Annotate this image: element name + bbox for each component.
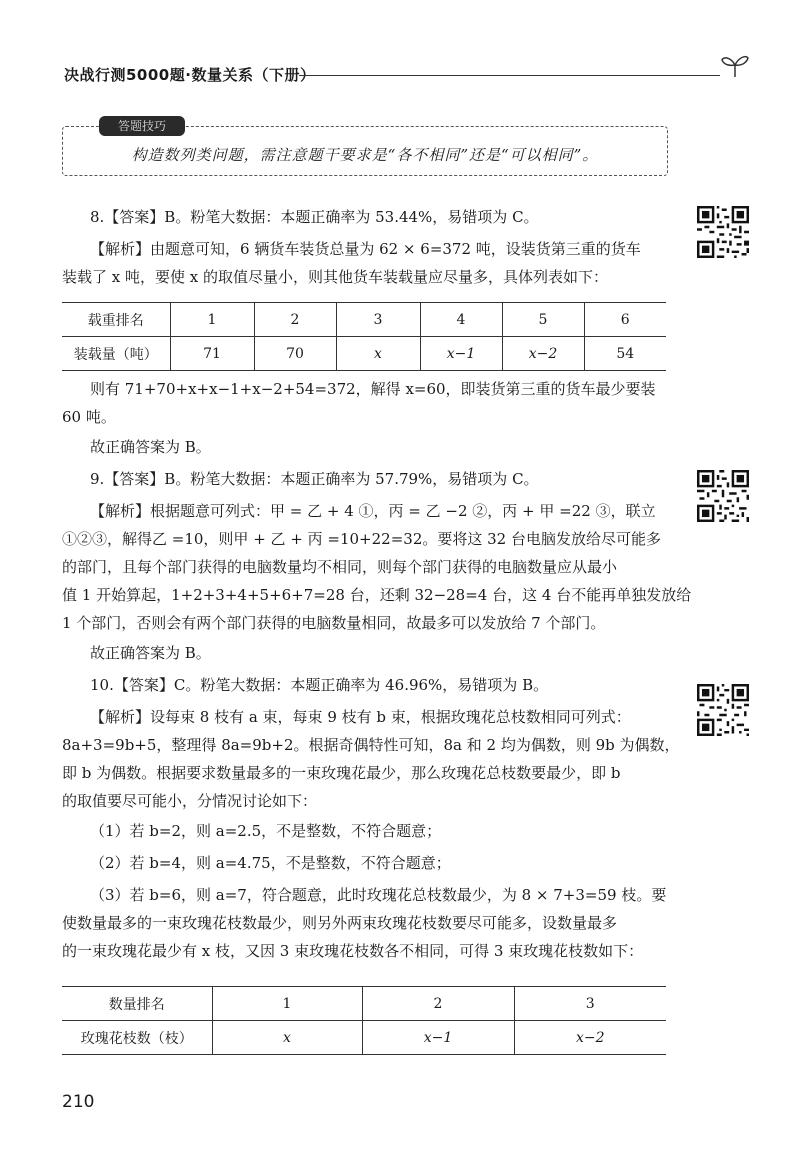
q9-answer: 9.【答案】B。粉笔大数据：本题正确率为 57.79%，易错项为 C。 <box>90 470 539 488</box>
tip-text: 构造数列类问题，需注意题干要求是“各不相同”还是“可以相同”。 <box>131 146 599 164</box>
q10-case: 使数量最多的一束玫瑰花枝数最少，则另外两束玫瑰花枝数要尽可能多，设数量最多 <box>62 914 618 932</box>
table-cell: 2 <box>362 987 514 1021</box>
table-cell: 3 <box>336 303 420 337</box>
table-cell: 1 <box>170 303 254 337</box>
q8-solution: 60 吨。 <box>62 408 116 426</box>
table-cell: 54 <box>584 337 666 371</box>
q9-analysis: 【解析】根据题意可列式：甲 = 乙 + 4 ①，丙 = 乙 −2 ②，丙 + 甲 =22 ③，联立 <box>90 502 656 520</box>
qr-code-icon <box>697 684 749 736</box>
q9-analysis: 值 1 开始算起，1+2+3+4+5+6+7=28 台，还剩 32−28=4 台，这 4 台不能再单独发放给 <box>62 586 692 604</box>
q8-solution: 则有 71+70+x+x−1+x−2+54=372，解得 x=60，即装货第三重的货车最少要装 <box>90 380 656 398</box>
q8-analysis: 【解析】由题意可知，6 辆货车装货总量为 62 × 6=372 吨，设装货第三重的货车 <box>90 240 641 258</box>
q8-analysis: 装载了 x 吨，要使 x 的取值尽量小，则其他货车装载量应尽量多，具体列表如下： <box>62 268 608 286</box>
q10-case: 的一束玫瑰花最少有 x 枝，又因 3 束玫瑰花枝数各不相同，可得 3 束玫瑰花枝数如下： <box>62 942 644 960</box>
q10-analysis: 的取值要尽可能小，分情况讨论如下： <box>62 792 318 810</box>
table-cell: 3 <box>514 987 666 1021</box>
q9-conclusion: 故正确答案为 B。 <box>90 644 211 662</box>
page-number: 210 <box>62 1092 95 1112</box>
q8-answer: 8.【答案】B。粉笔大数据：本题正确率为 53.44%，易错项为 C。 <box>90 208 539 226</box>
table-cell: 装载量（吨） <box>62 337 170 371</box>
q9-analysis: 1 个部门，否则会有两个部门获得的电脑数量相同，故最多可以发放给 7 个部门。 <box>62 614 606 632</box>
running-header <box>64 62 754 92</box>
table-cell: x <box>212 1021 362 1055</box>
table-cell: 5 <box>502 303 584 337</box>
table-cell: 玫瑰花枝数（枝） <box>62 1021 212 1055</box>
header-divider <box>299 75 720 76</box>
table-row <box>62 987 666 1021</box>
q10-analysis: 即 b 为偶数。根据要求数量最多的一束玫瑰花最少，那么玫瑰花总枝数要最少，即 b <box>62 764 621 782</box>
table-cell: x−2 <box>514 1021 666 1055</box>
qr-code-icon <box>697 206 749 258</box>
table-row <box>62 303 666 337</box>
table-cell: 数量排名 <box>62 987 212 1021</box>
tip-box <box>62 119 668 176</box>
q10-table <box>62 986 666 1055</box>
q9-analysis: 的部门，且每个部门获得的电脑数量均不相同，则每个部门获得的电脑数量应从最小 <box>62 558 618 576</box>
table-row <box>62 337 666 371</box>
table-cell: x <box>336 337 420 371</box>
table-cell: 1 <box>212 987 362 1021</box>
table-row <box>62 1021 666 1055</box>
table-cell: 4 <box>420 303 502 337</box>
table-cell: x−1 <box>420 337 502 371</box>
table-cell: 载重排名 <box>62 303 170 337</box>
tip-label: 答题技巧 <box>99 116 185 136</box>
table-cell: 70 <box>254 337 336 371</box>
q8-conclusion: 故正确答案为 B。 <box>90 438 211 456</box>
table-cell: x−2 <box>502 337 584 371</box>
q10-answer: 10.【答案】C。粉笔大数据：本题正确率为 46.96%，易错项为 B。 <box>90 676 549 694</box>
table-cell: 71 <box>170 337 254 371</box>
sprout-icon <box>720 52 750 78</box>
table-cell: 2 <box>254 303 336 337</box>
book-title: 决战行测5000题·数量关系（下册） <box>64 66 316 84</box>
qr-code-icon <box>697 470 749 522</box>
table-cell: x−1 <box>362 1021 514 1055</box>
q9-analysis: ①②③，解得乙 =10，则甲 + 乙 + 丙 =10+22=32。要将这 32 台电脑发放给尽可能多 <box>62 530 661 548</box>
q10-case: （3）若 b=6，则 a=7，符合题意，此时玫瑰花总枝数最少，为 8 × 7+3=59 枝。要 <box>90 886 667 904</box>
q10-analysis: 8a+3=9b+5，整理得 8a=9b+2。根据奇偶特性可知，8a 和 2 均为偶数，则 9b 为偶数， <box>62 736 680 754</box>
q10-case: （1）若 b=2，则 a=2.5，不是整数，不符合题意； <box>90 822 442 840</box>
q10-case: （2）若 b=4，则 a=4.75，不是整数，不符合题意； <box>90 854 451 872</box>
q8-table <box>62 302 666 371</box>
table-cell: 6 <box>584 303 666 337</box>
q10-analysis: 【解析】设每束 8 枝有 a 束，每束 9 枝有 b 束，根据玫瑰花总枝数相同可列式： <box>90 708 631 726</box>
